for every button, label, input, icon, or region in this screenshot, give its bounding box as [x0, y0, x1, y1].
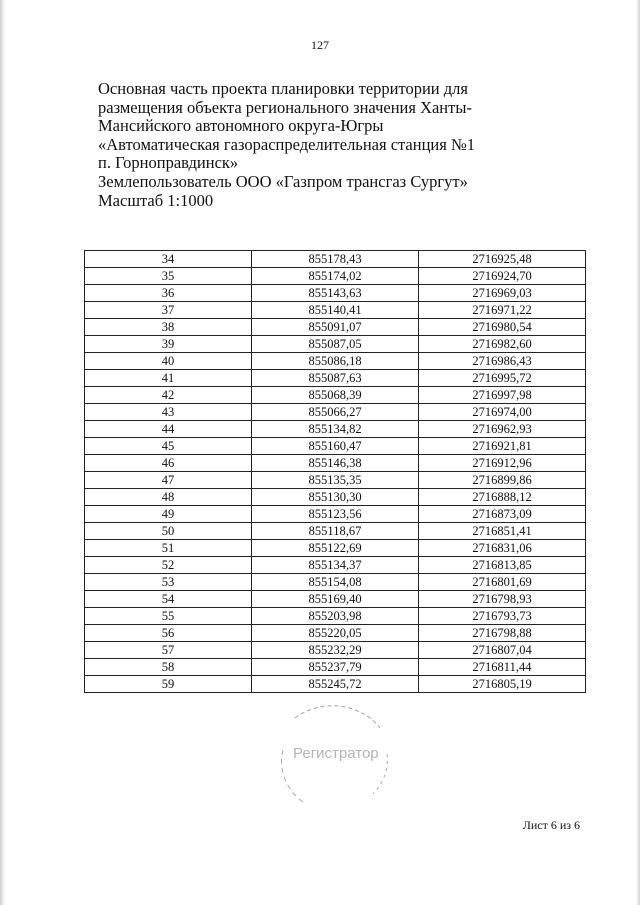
- y-coordinate-cell: 2716811,44: [419, 659, 586, 676]
- coordinates-table: [84, 250, 586, 693]
- heading-line: «Автоматическая газораспределительная станция №1: [98, 134, 475, 154]
- table-row: [85, 608, 586, 625]
- point-number-cell: 37: [85, 302, 252, 319]
- y-coordinate-cell: 2716831,06: [419, 540, 586, 557]
- y-coordinate-cell: 2716986,43: [419, 353, 586, 370]
- stamp-text: Регистратор: [293, 745, 379, 762]
- point-number-cell: 39: [85, 336, 252, 353]
- table-row: [85, 455, 586, 472]
- point-number-cell: 56: [85, 625, 252, 642]
- x-coordinate-cell: 855122,69: [252, 540, 419, 557]
- y-coordinate-cell: 2716971,22: [419, 302, 586, 319]
- y-coordinate-cell: 2716899,86: [419, 472, 586, 489]
- heading-line: Основная часть проекта планировки территории для: [98, 79, 468, 98]
- x-coordinate-cell: 855118,67: [252, 523, 419, 540]
- point-number-cell: 40: [85, 353, 252, 370]
- x-coordinate-cell: 855091,07: [252, 319, 419, 336]
- point-number-cell: 54: [85, 591, 252, 608]
- point-number-cell: 41: [85, 370, 252, 387]
- table-row: [85, 489, 586, 506]
- y-coordinate-cell: 2716980,54: [419, 319, 586, 336]
- table-row: [85, 336, 586, 353]
- y-coordinate-cell: 2716813,85: [419, 557, 586, 574]
- y-coordinate-cell: 2716974,00: [419, 404, 586, 421]
- x-coordinate-cell: 855203,98: [252, 608, 419, 625]
- y-coordinate-cell: 2716805,19: [419, 676, 586, 693]
- heading-line: Землепользователь ООО «Газпром трансгаз Сургут»: [98, 171, 468, 191]
- point-number-cell: 38: [85, 319, 252, 336]
- table-row: [85, 625, 586, 642]
- y-coordinate-cell: 2716851,41: [419, 523, 586, 540]
- table-row: [85, 251, 586, 268]
- scan-edge-left: [0, 0, 6, 905]
- y-coordinate-cell: 2716798,88: [419, 625, 586, 642]
- point-number-cell: 49: [85, 506, 252, 523]
- point-number-cell: 47: [85, 472, 252, 489]
- table-row: [85, 438, 586, 455]
- point-number-cell: 35: [85, 268, 252, 285]
- y-coordinate-cell: 2716912,96: [419, 455, 586, 472]
- table-row: [85, 421, 586, 438]
- point-number-cell: 52: [85, 557, 252, 574]
- table-row: [85, 523, 586, 540]
- y-coordinate-cell: 2716997,98: [419, 387, 586, 404]
- x-coordinate-cell: 855086,18: [252, 353, 419, 370]
- point-number-cell: 46: [85, 455, 252, 472]
- x-coordinate-cell: 855140,41: [252, 302, 419, 319]
- x-coordinate-cell: 855134,37: [252, 557, 419, 574]
- point-number-cell: 50: [85, 523, 252, 540]
- coordinates-table-body: [85, 251, 586, 693]
- table-row: [85, 268, 586, 285]
- table-row: [85, 591, 586, 608]
- table-row: [85, 574, 586, 591]
- scan-edge-right: [636, 0, 640, 905]
- y-coordinate-cell: 2716924,70: [419, 268, 586, 285]
- table-row: [85, 659, 586, 676]
- table-row: [85, 302, 586, 319]
- point-number-cell: 51: [85, 540, 252, 557]
- y-coordinate-cell: 2716925,48: [419, 251, 586, 268]
- x-coordinate-cell: 855135,35: [252, 472, 419, 489]
- table-row: [85, 353, 586, 370]
- point-number-cell: 58: [85, 659, 252, 676]
- x-coordinate-cell: 855169,40: [252, 591, 419, 608]
- point-number-cell: 59: [85, 676, 252, 693]
- table-row: [85, 472, 586, 489]
- x-coordinate-cell: 855123,56: [252, 506, 419, 523]
- x-coordinate-cell: 855066,27: [252, 404, 419, 421]
- point-number-cell: 48: [85, 489, 252, 506]
- x-coordinate-cell: 855134,82: [252, 421, 419, 438]
- heading-line: размещения объекта регионального значения Ханты-: [98, 97, 472, 117]
- document-heading: [98, 80, 478, 210]
- sheet-label: Лист 6 из 6: [522, 818, 580, 832]
- y-coordinate-cell: 2716807,04: [419, 642, 586, 659]
- x-coordinate-cell: 855174,02: [252, 268, 419, 285]
- table-row: [85, 642, 586, 659]
- y-coordinate-cell: 2716995,72: [419, 370, 586, 387]
- y-coordinate-cell: 2716801,69: [419, 574, 586, 591]
- point-number-cell: 42: [85, 387, 252, 404]
- y-coordinate-cell: 2716969,03: [419, 285, 586, 302]
- x-coordinate-cell: 855130,30: [252, 489, 419, 506]
- point-number-cell: 34: [85, 251, 252, 268]
- table-row: [85, 404, 586, 421]
- heading-line: Масштаб 1:1000: [98, 190, 214, 210]
- x-coordinate-cell: 855143,63: [252, 285, 419, 302]
- table-row: [85, 506, 586, 523]
- x-coordinate-cell: 855087,05: [252, 336, 419, 353]
- y-coordinate-cell: 2716962,93: [419, 421, 586, 438]
- page-number: 127: [311, 38, 329, 52]
- point-number-cell: 43: [85, 404, 252, 421]
- y-coordinate-cell: 2716921,81: [419, 438, 586, 455]
- x-coordinate-cell: 855178,43: [252, 251, 419, 268]
- x-coordinate-cell: 855220,05: [252, 625, 419, 642]
- y-coordinate-cell: 2716888,12: [419, 489, 586, 506]
- point-number-cell: 55: [85, 608, 252, 625]
- x-coordinate-cell: 855232,29: [252, 642, 419, 659]
- point-number-cell: 57: [85, 642, 252, 659]
- y-coordinate-cell: 2716873,09: [419, 506, 586, 523]
- point-number-cell: 36: [85, 285, 252, 302]
- x-coordinate-cell: 855160,47: [252, 438, 419, 455]
- x-coordinate-cell: 855154,08: [252, 574, 419, 591]
- x-coordinate-cell: 855245,72: [252, 676, 419, 693]
- table-row: [85, 387, 586, 404]
- point-number-cell: 44: [85, 421, 252, 438]
- table-row: [85, 540, 586, 557]
- table-row: [85, 557, 586, 574]
- y-coordinate-cell: 2716982,60: [419, 336, 586, 353]
- x-coordinate-cell: 855146,38: [252, 455, 419, 472]
- x-coordinate-cell: 855068,39: [252, 387, 419, 404]
- y-coordinate-cell: 2716798,93: [419, 591, 586, 608]
- table-row: [85, 319, 586, 336]
- registrar-stamp: [255, 690, 405, 820]
- x-coordinate-cell: 855237,79: [252, 659, 419, 676]
- table-row: [85, 285, 586, 302]
- heading-line: Мансийского автономного округа-Югры: [98, 116, 384, 136]
- table-row: [85, 370, 586, 387]
- x-coordinate-cell: 855087,63: [252, 370, 419, 387]
- point-number-cell: 45: [85, 438, 252, 455]
- y-coordinate-cell: 2716793,73: [419, 608, 586, 625]
- heading-line: п. Горноправдинск»: [98, 153, 239, 173]
- point-number-cell: 53: [85, 574, 252, 591]
